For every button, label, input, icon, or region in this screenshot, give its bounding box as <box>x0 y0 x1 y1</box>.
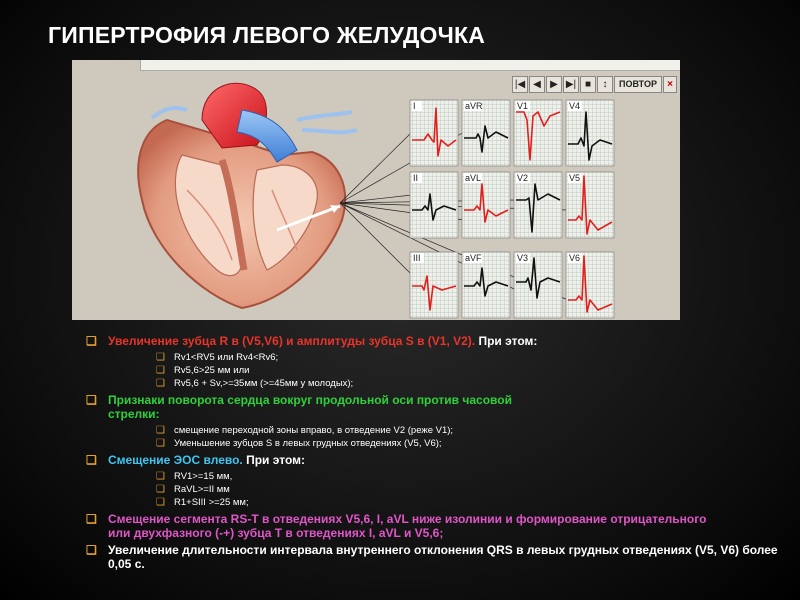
sub-bullet <box>86 377 786 390</box>
bullet-marker-icon: ❑ <box>86 512 97 526</box>
sub-bullet-text: Rv5,6>25 мм или <box>174 365 250 376</box>
bullet-marker-icon: ❑ <box>86 543 97 557</box>
sub-bullet-marker-icon: ❑ <box>156 471 165 482</box>
bullet-rotation-text: Признаки поворота сердца вокруг продольной оси против часовой стрелки: <box>108 393 512 421</box>
heart-ecg-svg <box>72 60 680 320</box>
sub-bullet-marker-icon: ❑ <box>156 365 165 376</box>
sub-bullet <box>86 364 786 377</box>
bullet-rotation <box>86 393 548 421</box>
sub-bullet-text: R1+SIII >=25 мм; <box>174 497 249 508</box>
bullet-qrs-interval <box>86 543 788 571</box>
lead-label-I: I <box>413 101 416 111</box>
sub-bullet-text: Rv5,6 + Sv,>=35мм (>=45мм у молодых); <box>174 378 354 389</box>
last-frame-button[interactable]: ▶| <box>563 76 579 93</box>
lead-label-III: III <box>413 253 421 263</box>
bullet-marker-icon: ❑ <box>86 393 97 407</box>
sub-bullet-text: смещение переходной зоны вправо, в отведение V2 (реже V1); <box>174 425 454 436</box>
lead-label-aVR: aVR <box>465 101 483 111</box>
sub-bullet-text: Rv1<RV5 или Rv4<Rv6; <box>174 352 279 363</box>
sub-bullet <box>86 483 786 496</box>
bullet-rst-segment <box>86 512 708 540</box>
bullet-list <box>86 334 786 574</box>
stop-button[interactable]: ■ <box>580 76 596 93</box>
lead-label-V5: V5 <box>569 173 581 183</box>
play-button[interactable]: ▶ <box>546 76 562 93</box>
sub-bullet <box>86 351 786 364</box>
heart-illustration <box>138 83 357 308</box>
sub-bullet-marker-icon: ❑ <box>156 497 165 508</box>
bullet-qrs-interval-text: Увеличение длительности интервала внутреннего отклонения QRS в левых грудных отведениях (V5, V6) более 0,05 с. <box>108 543 778 571</box>
sub-bullet <box>86 496 786 509</box>
repeat-button[interactable]: ПОВТОР <box>614 76 662 93</box>
lead-label-aVF: aVF <box>465 253 482 263</box>
lead-label-V4: V4 <box>569 101 581 111</box>
bullet-r-wave-text: Увеличение зубца R в (V5,V6) и амплитуды зубца S в (V1, V2). <box>108 334 476 348</box>
bullet-r-wave <box>86 334 786 348</box>
close-icon[interactable]: × <box>663 76 677 93</box>
step-button[interactable]: ↕ <box>597 76 613 93</box>
sub-bullet-marker-icon: ❑ <box>156 438 165 449</box>
heart-ecg-figure <box>72 60 680 320</box>
sub-bullet-marker-icon: ❑ <box>156 425 165 436</box>
lead-label-V1: V1 <box>517 101 529 111</box>
bullet-marker-icon: ❑ <box>86 453 97 467</box>
sub-bullet-marker-icon: ❑ <box>156 352 165 363</box>
lead-label-V2: V2 <box>517 173 529 183</box>
bullet-axis-shift <box>86 453 786 467</box>
first-frame-button[interactable]: |◀ <box>512 76 528 93</box>
prev-frame-button[interactable]: ◀ <box>529 76 545 93</box>
lead-label-V6: V6 <box>569 253 581 263</box>
bullet-rst-segment-text: Смещение сегмента RS-T в отведениях V5,6, I, aVL ниже изолинии и формирование отрицательного или двухфазного (-+) зубца T в отведениях I, aVL и V5,6; <box>108 512 707 540</box>
lead-label-aVL: aVL <box>465 173 482 183</box>
sub-bullet-text: RV1>=15 мм, <box>174 471 233 482</box>
sub-bullet-text: RaVL>=II мм <box>174 484 230 495</box>
bullet-marker-icon: ❑ <box>86 334 97 348</box>
sub-bullet <box>86 437 786 450</box>
lead-label-II: II <box>413 173 419 183</box>
lead-label-V3: V3 <box>517 253 529 263</box>
sub-bullet-marker-icon: ❑ <box>156 378 165 389</box>
sub-bullet-text: Уменьшение зубцов S в левых грудных отведениях (V5, V6); <box>174 438 442 449</box>
bullet-axis-shift-text: Смещение ЭОС влево. <box>108 453 243 467</box>
bullet-axis-shift-suffix: При этом: <box>242 453 305 467</box>
sub-bullet <box>86 424 786 437</box>
slide-title: ГИПЕРТРОФИЯ ЛЕВОГО ЖЕЛУДОЧКА <box>48 22 486 48</box>
bullet-r-wave-suffix: При этом: <box>475 334 538 348</box>
sub-bullet <box>86 470 786 483</box>
sub-bullet-marker-icon: ❑ <box>156 484 165 495</box>
